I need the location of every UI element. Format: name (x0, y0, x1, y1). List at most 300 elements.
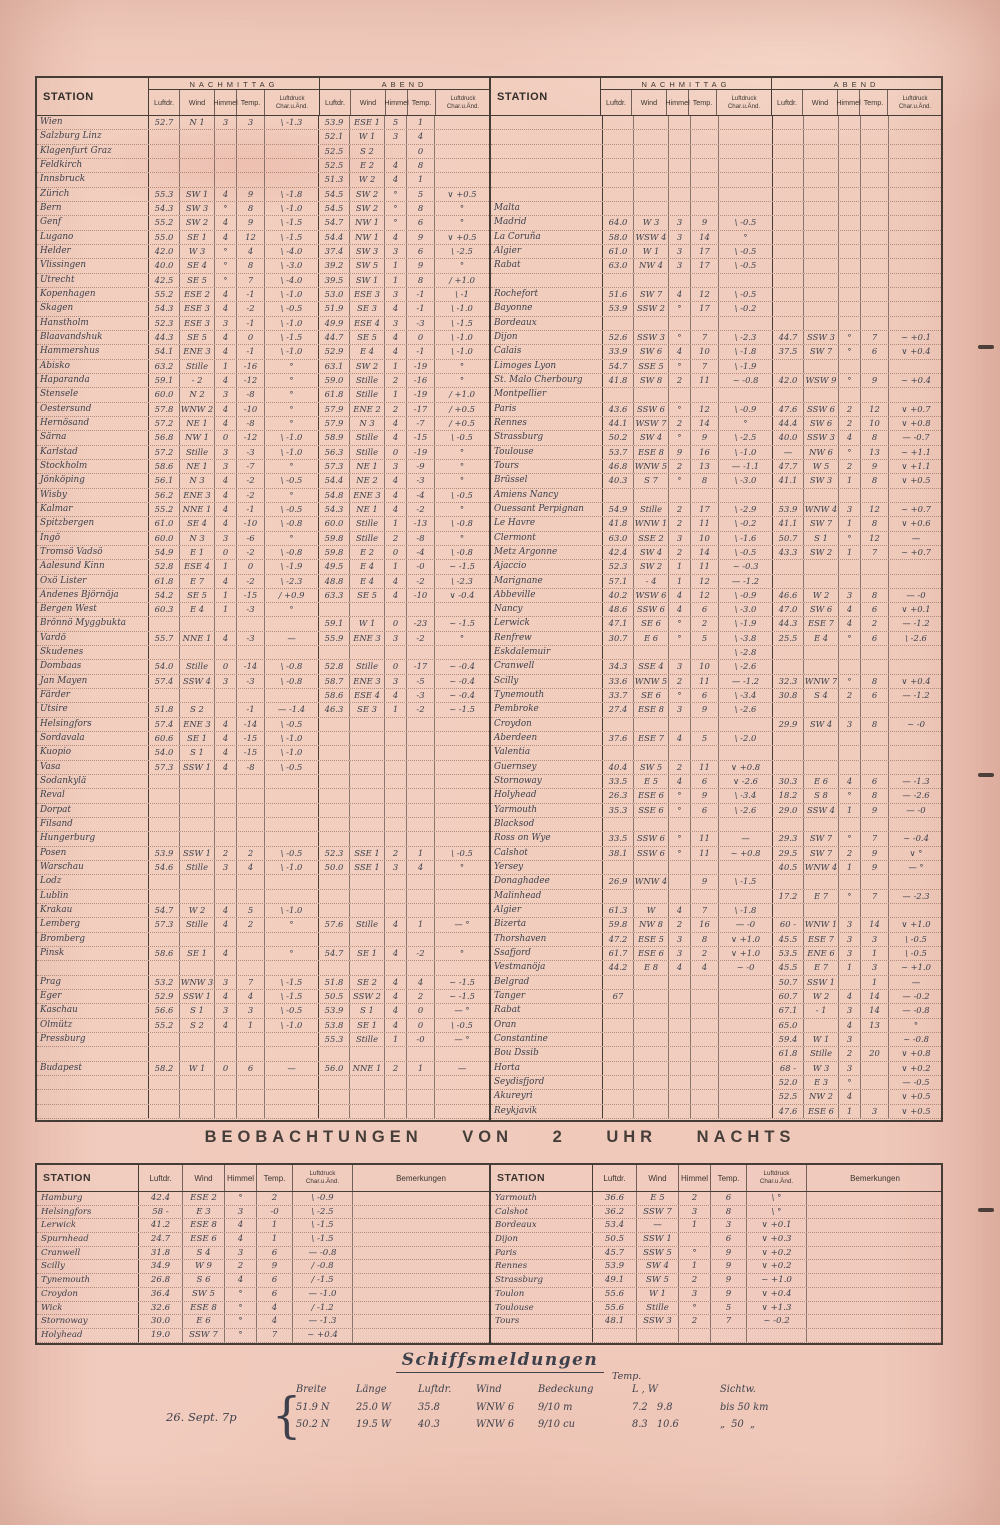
value-cell: 12 (691, 575, 719, 588)
value-cell: 45.5 (773, 933, 804, 946)
value-cell: W (634, 904, 669, 917)
station-name: Toulouse (491, 446, 603, 459)
main-table-left-body (37, 116, 489, 1120)
value-cell: ESE 4 (350, 317, 385, 330)
value-cell (839, 259, 861, 272)
value-cell: 4 (691, 961, 719, 974)
value-cell (435, 732, 489, 745)
value-cell (385, 646, 407, 659)
table-row (37, 517, 489, 531)
table-row (37, 904, 489, 918)
value-cell: \ -2.5 (293, 1206, 353, 1219)
value-cell (807, 1247, 941, 1260)
value-cell: ° (225, 1288, 257, 1301)
value-cell (807, 1302, 941, 1315)
value-cell: 1 (839, 1105, 861, 1118)
station-name: Oran (491, 1019, 603, 1032)
value-cell: 3 (711, 1219, 747, 1232)
value-cell: 11 (691, 847, 719, 860)
value-cell (804, 575, 839, 588)
value-cell (180, 804, 215, 817)
value-cell: ENE 3 (180, 345, 215, 358)
value-cell: NE 1 (350, 460, 385, 473)
value-cell: 11 (691, 761, 719, 774)
value-cell: \ -0.5 (905, 933, 927, 944)
table-row (491, 575, 941, 589)
station-name: Haparanda (37, 374, 149, 387)
value-cell: 26.8 (139, 1274, 183, 1287)
value-cell: ~ -1.5 (449, 561, 475, 572)
value-cell (804, 560, 839, 573)
value-cell (237, 890, 265, 903)
table-row (491, 861, 941, 875)
value-cell: 14 (861, 1004, 889, 1017)
station-name: Calshot (491, 847, 603, 860)
value-cell (839, 188, 861, 201)
value-cell (804, 761, 839, 774)
value-cell: Stille (350, 532, 385, 545)
value-cell: SSW 1 (180, 990, 215, 1003)
value-cell (634, 388, 669, 401)
value-cell (215, 130, 237, 143)
value-cell: 2 (669, 460, 691, 473)
station-name: Algier (491, 245, 603, 258)
value-cell (385, 904, 407, 917)
value-cell (385, 775, 407, 788)
value-cell: S 1 (804, 532, 839, 545)
value-cell: / +0.5 (449, 417, 475, 428)
table-row (37, 374, 489, 388)
value-cell: 14 (691, 231, 719, 244)
value-cell: 6 (691, 775, 719, 788)
value-cell: \ -0.5 (451, 432, 473, 443)
value-cell (773, 145, 804, 158)
table-row (37, 818, 489, 832)
table-row (37, 689, 489, 703)
value-cell: 53.9 (603, 302, 634, 315)
station-name: Olmütz (37, 1019, 149, 1032)
value-cell: E 3 (804, 1076, 839, 1089)
table-row (37, 360, 489, 374)
value-cell (861, 159, 889, 172)
value-cell: 57.4 (149, 675, 180, 688)
value-cell: 59.0 (319, 374, 350, 387)
value-cell: 4 (669, 732, 691, 745)
value-cell: 55.0 (149, 231, 180, 244)
value-cell (149, 818, 180, 831)
table-row (37, 317, 489, 331)
value-cell (319, 718, 350, 731)
value-cell (839, 360, 861, 373)
value-cell: ∨ -2.6 (719, 775, 773, 788)
value-cell (861, 116, 889, 129)
value-cell: 5 (237, 904, 265, 917)
value-cell: 2 (839, 417, 861, 430)
value-cell: ∨ +1.0 (901, 919, 931, 930)
value-cell (861, 173, 889, 186)
value-cell: SE 3 (350, 703, 385, 716)
value-cell: — ° (908, 862, 924, 873)
value-cell: SE 1 (350, 947, 385, 960)
value-cell: ∨ -0.4 (449, 589, 475, 600)
value-cell: 1 (385, 703, 407, 716)
value-cell: -3 (407, 689, 435, 702)
value-cell (319, 1076, 350, 1089)
value-cell: 51.8 (149, 703, 180, 716)
station-name (37, 1047, 149, 1060)
value-cell (634, 746, 669, 759)
station-name: Nancy (491, 603, 603, 616)
station-name (491, 1329, 593, 1342)
station-name: Bromberg (37, 933, 149, 946)
value-cell (265, 130, 319, 143)
value-cell: SSW 1 (804, 976, 839, 989)
value-cell: ° (265, 360, 319, 373)
value-cell: SSW 6 (804, 403, 839, 416)
value-cell: 54.4 (319, 231, 350, 244)
value-cell: SW 6 (804, 417, 839, 430)
value-cell: \ -0.5 (265, 847, 319, 860)
value-cell: 54.3 (149, 302, 180, 315)
value-cell: 52.6 (603, 331, 634, 344)
value-cell (889, 202, 941, 215)
station-name: Algier (491, 904, 603, 917)
value-cell: 57.8 (149, 403, 180, 416)
ships-title (0, 1350, 1000, 1370)
value-cell (773, 818, 804, 831)
value-cell: W 1 (350, 617, 385, 630)
value-cell: 2 (385, 847, 407, 860)
value-cell: SW 7 (804, 832, 839, 845)
station-name: Sordavala (37, 732, 149, 745)
value-cell: \ -1.5 (451, 317, 473, 328)
value-cell (861, 388, 889, 401)
value-cell (435, 804, 489, 817)
col-header-luftdr: Luftdr. (593, 1165, 637, 1191)
value-cell: 33.9 (603, 345, 634, 358)
value-cell: \ -1.0 (265, 288, 319, 301)
value-cell: ° (839, 1076, 861, 1089)
value-cell (804, 489, 839, 502)
value-cell: ENE 3 (350, 489, 385, 502)
station-name: Tromsö Vadsö (37, 546, 149, 559)
value-cell (350, 890, 385, 903)
table-row (37, 403, 489, 417)
value-cell: ° (215, 245, 237, 258)
value-cell: — -1.1 (719, 460, 773, 473)
value-cell (669, 1105, 691, 1118)
station-name (491, 145, 603, 158)
value-cell: — -2.3 (902, 890, 930, 901)
value-cell: 39.2 (319, 259, 350, 272)
value-cell: 4 (215, 718, 237, 731)
station-name: Bou Dssib (491, 1047, 603, 1060)
value-cell: 40.3 (603, 474, 634, 487)
value-cell: 4 (385, 947, 407, 960)
station-name (491, 116, 603, 129)
station-name: Bordeaux (491, 317, 603, 330)
value-cell: 17.2 (773, 890, 804, 903)
value-cell: 4 (385, 1004, 407, 1017)
col-header-himmel: Himmel (667, 90, 689, 115)
value-cell: 29.9 (773, 718, 804, 731)
table-row (37, 1288, 489, 1302)
col-header-luftdr: Luftdr. (149, 90, 180, 115)
value-cell: 53.9 (319, 116, 350, 129)
table-row (491, 675, 941, 689)
table-row (37, 1233, 489, 1247)
value-cell: 6 (691, 603, 719, 616)
value-cell (385, 818, 407, 831)
value-cell: 4 (385, 976, 407, 989)
station-name: Utrecht (37, 274, 149, 287)
value-cell: 7 (691, 331, 719, 344)
value-cell (215, 703, 237, 716)
value-cell: \ ° (747, 1192, 807, 1205)
value-cell: -8 (407, 532, 435, 545)
value-cell (773, 360, 804, 373)
value-cell: W 2 (804, 589, 839, 602)
char-aend-label: Char.u.Änd. (759, 1178, 794, 1185)
value-cell: 4 (215, 403, 237, 416)
value-cell: — (719, 832, 773, 845)
value-cell: 9 (691, 789, 719, 802)
col-header-himmel: Himmel (838, 90, 860, 115)
value-cell: WNW 7 (804, 675, 839, 688)
value-cell (773, 575, 804, 588)
value-cell: NW 6 (804, 446, 839, 459)
value-cell (773, 560, 804, 573)
value-cell: ~ +0.7 (900, 503, 932, 514)
value-cell (385, 933, 407, 946)
value-cell (807, 1206, 941, 1219)
value-cell: ° (265, 374, 319, 387)
station-name: Toulon (491, 1288, 593, 1301)
value-cell: E 5 (634, 775, 669, 788)
ships-value: 7.2 9.8 (632, 1402, 673, 1413)
value-cell: ° (669, 847, 691, 860)
station-name: Sodankylä (37, 775, 149, 788)
value-cell (180, 775, 215, 788)
value-cell (773, 388, 804, 401)
value-cell: 3 (215, 317, 237, 330)
table-row (37, 1004, 489, 1018)
ships-header-label: Breite (296, 1384, 327, 1395)
value-cell: 52.3 (603, 560, 634, 573)
table-row (491, 1033, 941, 1047)
table-row (491, 388, 941, 402)
value-cell: 3 (215, 460, 237, 473)
value-cell: S 2 (180, 703, 215, 716)
value-cell: E 8 (634, 961, 669, 974)
value-cell: SW 2 (804, 546, 839, 559)
value-cell: 47.1 (603, 617, 634, 630)
value-cell (839, 116, 861, 129)
luftdruck-label: Luftdruck (763, 1170, 790, 1178)
value-cell: -3 (407, 474, 435, 487)
value-cell (435, 904, 489, 917)
col-header-wind: Wind (183, 1165, 225, 1191)
value-cell: / +1.0 (449, 389, 475, 400)
value-cell (350, 904, 385, 917)
value-cell: -0 (407, 1033, 435, 1046)
table-row (37, 231, 489, 245)
value-cell: 7 (257, 1329, 293, 1342)
value-cell: S 6 (183, 1274, 225, 1287)
value-cell (180, 145, 215, 158)
table-row (491, 417, 941, 431)
value-cell: SW 3 (804, 474, 839, 487)
value-cell: SW 7 (634, 288, 669, 301)
value-cell (149, 1090, 180, 1103)
value-cell: \ -2.5 (451, 245, 473, 256)
value-cell: 52.0 (773, 1076, 804, 1089)
value-cell (353, 1206, 489, 1219)
value-cell: 4 (385, 689, 407, 702)
value-cell: ° (839, 890, 861, 903)
value-cell: SW 2 (350, 360, 385, 373)
value-cell: 3 (839, 503, 861, 516)
value-cell: 59.8 (319, 546, 350, 559)
station-name: Reykjavik (491, 1105, 603, 1118)
station-name: Feldkirch (37, 159, 149, 172)
station-name: Rennes (491, 417, 603, 430)
value-cell (319, 603, 350, 616)
station-name: Tours (491, 460, 603, 473)
value-cell (719, 130, 773, 143)
value-cell: 1 (839, 961, 861, 974)
value-cell (889, 259, 941, 272)
value-cell (603, 130, 634, 143)
value-cell: SE 5 (350, 331, 385, 344)
station-name: Dijon (491, 1233, 593, 1246)
table-row (37, 761, 489, 775)
value-cell: 9 (407, 231, 435, 244)
main-table-left-half (37, 78, 489, 1120)
value-cell: 55.6 (593, 1288, 637, 1301)
value-cell (180, 130, 215, 143)
table-row (491, 1233, 941, 1247)
station-name: Oxö Lister (37, 575, 149, 588)
value-cell: 4 (669, 603, 691, 616)
station-name: Ingö (37, 532, 149, 545)
value-cell: 20 (861, 1047, 889, 1060)
value-cell: ~ +0.1 (900, 331, 932, 342)
value-cell (265, 875, 319, 888)
value-cell (804, 188, 839, 201)
station-name: Andenes Björnöja (37, 589, 149, 602)
value-cell: \ -0.9 (719, 403, 773, 416)
value-cell: -16 (407, 374, 435, 387)
value-cell: ∨ +0.5 (447, 188, 477, 199)
value-cell: 4 (669, 775, 691, 788)
value-cell (804, 732, 839, 745)
value-cell (861, 245, 889, 258)
station-name: Lublin (37, 890, 149, 903)
value-cell (669, 1076, 691, 1089)
table-row (37, 532, 489, 546)
value-cell: 51.8 (319, 976, 350, 989)
value-cell: 55.2 (149, 503, 180, 516)
value-cell: 10 (861, 417, 889, 430)
table-row (491, 718, 941, 732)
station-name (491, 188, 603, 201)
value-cell (773, 216, 804, 229)
value-cell (634, 145, 669, 158)
value-cell: SE 5 (180, 589, 215, 602)
value-cell (861, 732, 889, 745)
value-cell (215, 173, 237, 186)
value-cell: 4 (385, 331, 407, 344)
value-cell: 4 (385, 345, 407, 358)
ships-header-label: Sichtw. (720, 1384, 756, 1395)
value-cell: ° (839, 331, 861, 344)
value-cell: ENE 6 (804, 947, 839, 960)
value-cell (839, 173, 861, 186)
value-cell (180, 1105, 215, 1118)
value-cell (350, 732, 385, 745)
value-cell (773, 202, 804, 215)
value-cell: ∨ +0.8 (901, 417, 931, 428)
value-cell: 1 (669, 575, 691, 588)
table-row (491, 231, 941, 245)
value-cell: — -1.2 (719, 675, 773, 688)
value-cell: 0 (407, 145, 435, 158)
value-cell (807, 1315, 941, 1328)
value-cell: 1 (385, 274, 407, 287)
value-cell (603, 1076, 634, 1089)
value-cell: 60.6 (149, 732, 180, 745)
value-cell: WNW 4 (634, 875, 669, 888)
value-cell: 68 - (773, 1062, 804, 1075)
station-name: Eger (37, 990, 149, 1003)
table-row (491, 1192, 941, 1206)
value-cell: ° (459, 446, 465, 457)
value-cell: 4 (215, 575, 237, 588)
value-cell (889, 145, 941, 158)
value-cell: ° (669, 804, 691, 817)
value-cell: — -1.4 (265, 703, 319, 716)
table-row (491, 660, 941, 674)
value-cell (669, 1004, 691, 1017)
value-cell: 9 (861, 374, 889, 387)
value-cell: 55.9 (319, 632, 350, 645)
value-cell: 40.0 (149, 259, 180, 272)
value-cell (691, 1033, 719, 1046)
value-cell: 41.1 (773, 517, 804, 530)
value-cell: 11 (691, 517, 719, 530)
value-cell (603, 746, 634, 759)
value-cell: 4 (215, 732, 237, 745)
value-cell: 60.3 (149, 603, 180, 616)
station-name: Genf (37, 216, 149, 229)
value-cell: 51.6 (603, 288, 634, 301)
value-cell: Stille (350, 374, 385, 387)
station-name: Thorshaven (491, 933, 603, 946)
value-cell (435, 1076, 489, 1089)
station-name (491, 159, 603, 172)
value-cell: 1 (257, 1219, 293, 1232)
value-cell: 8 (407, 159, 435, 172)
value-cell: ~ -0.4 (903, 833, 929, 844)
value-cell: \ -1.9 (719, 360, 773, 373)
col-header-luftdruck-char (436, 90, 490, 115)
value-cell: 2 (679, 1274, 711, 1287)
value-cell: \ -1.0 (265, 904, 319, 917)
value-cell: SW 5 (350, 259, 385, 272)
value-cell: 61.7 (603, 947, 634, 960)
value-cell: -1 (237, 317, 265, 330)
